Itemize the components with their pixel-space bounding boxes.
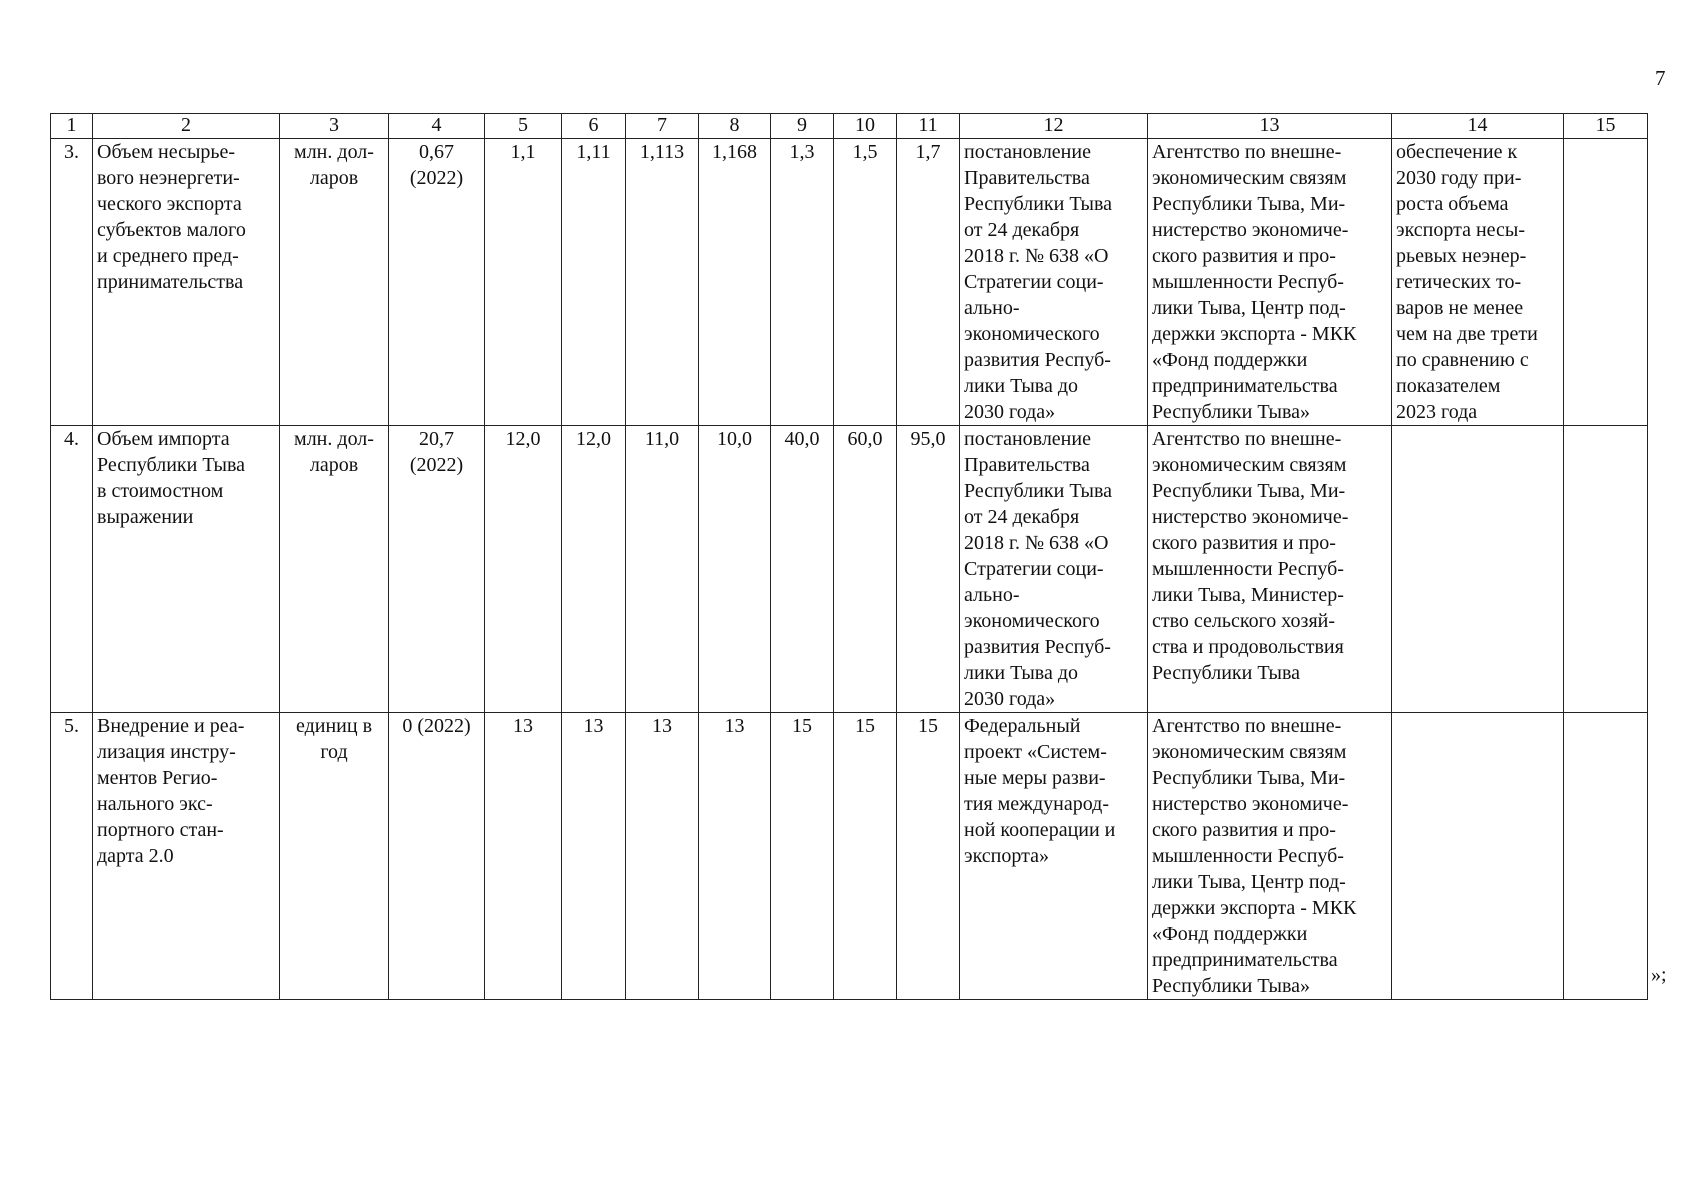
result-cell: [1392, 426, 1564, 713]
table-row: [51, 713, 1648, 1000]
value-cell: 13: [485, 713, 562, 1000]
source-document-cell: постановление Правительства Республики Тыва от 24 декабря 2018 г. № 638 «О Стратегии соци- ально- экономического развития Респуб- лики Тыва до 2030 года»: [960, 139, 1148, 426]
value-cell: 15: [771, 713, 834, 1000]
column-number-cell: 1: [51, 114, 93, 139]
column-number-cell: 8: [699, 114, 771, 139]
empty-cell: [1564, 426, 1648, 713]
value-cell: 40,0: [771, 426, 834, 713]
responsible-cell: Агентство по внешне- экономическим связям Республики Тыва, Ми- нистерство экономиче- ского развития и про- мышленности Респуб- лики Тыва, Центр под- держки экспорта - МКК «Фонд поддержки предпринимательства Республики Тыва»: [1148, 139, 1392, 426]
column-number-cell: 14: [1392, 114, 1564, 139]
source-document-cell: Федеральный проект «Систем- ные меры разви- тия международ- ной кооперации и экспорта»: [960, 713, 1148, 1000]
indicator-name: Внедрение и реа- лизация инстру- ментов Регио- нального экс- портного стан- дарта 2.0: [93, 713, 280, 1000]
result-cell: [1392, 713, 1564, 1000]
indicators-table: [50, 113, 1648, 1000]
indicator-name: Объем импорта Республики Тыва в стоимостном выражении: [93, 426, 280, 713]
unit-cell: млн. дол- ларов: [280, 139, 389, 426]
row-number: 3.: [51, 139, 93, 426]
base-value-cell: 0,67 (2022): [389, 139, 485, 426]
base-value-cell: 0 (2022): [389, 713, 485, 1000]
column-number-cell: 2: [93, 114, 280, 139]
table-row: [51, 426, 1648, 713]
unit-cell: единиц в год: [280, 713, 389, 1000]
value-cell: 1,113: [626, 139, 699, 426]
value-cell: 1,7: [897, 139, 960, 426]
value-cell: 1,1: [485, 139, 562, 426]
column-number-cell: 12: [960, 114, 1148, 139]
closing-quote-mark: »;: [1651, 964, 1667, 986]
column-number-cell: 15: [1564, 114, 1648, 139]
base-value-cell: 20,7 (2022): [389, 426, 485, 713]
row-number: 5.: [51, 713, 93, 1000]
column-number-cell: 9: [771, 114, 834, 139]
value-cell: 13: [626, 713, 699, 1000]
column-number-cell: 11: [897, 114, 960, 139]
result-cell: обеспечение к 2030 году при- роста объема экспорта несы- рьевых неэнер- гетических то- варов не менее чем на две трети по сравнению с показателем 2023 года: [1392, 139, 1564, 426]
value-cell: 12,0: [562, 426, 626, 713]
column-number-cell: 4: [389, 114, 485, 139]
responsible-cell: Агентство по внешне- экономическим связям Республики Тыва, Ми- нистерство экономиче- ского развития и про- мышленности Респуб- лики Тыва, Центр под- держки экспорта - МКК «Фонд поддержки предпринимательства Республики Тыва»: [1148, 713, 1392, 1000]
value-cell: 11,0: [626, 426, 699, 713]
indicator-name: Объем несырье- вого неэнергети- ческого экспорта субъектов малого и среднего пред- принимательства: [93, 139, 280, 426]
value-cell: 13: [699, 713, 771, 1000]
column-number-cell: 6: [562, 114, 626, 139]
unit-cell: млн. дол- ларов: [280, 426, 389, 713]
value-cell: 1,11: [562, 139, 626, 426]
value-cell: 1,5: [834, 139, 897, 426]
column-number-cell: 7: [626, 114, 699, 139]
value-cell: 12,0: [485, 426, 562, 713]
responsible-cell: Агентство по внешне- экономическим связям Республики Тыва, Ми- нистерство экономиче- ского развития и про- мышленности Респуб- лики Тыва, Министер- ство сельского хозяй- ства и продовольствия Республики Тыва: [1148, 426, 1392, 713]
empty-cell: [1564, 713, 1648, 1000]
value-cell: 10,0: [699, 426, 771, 713]
value-cell: 1,3: [771, 139, 834, 426]
column-number-row: [51, 114, 1648, 139]
value-cell: 13: [562, 713, 626, 1000]
column-number-cell: 5: [485, 114, 562, 139]
value-cell: 15: [834, 713, 897, 1000]
column-number-cell: 3: [280, 114, 389, 139]
value-cell: 15: [897, 713, 960, 1000]
column-number-cell: 13: [1148, 114, 1392, 139]
column-number-cell: 10: [834, 114, 897, 139]
value-cell: 95,0: [897, 426, 960, 713]
source-document-cell: постановление Правительства Республики Тыва от 24 декабря 2018 г. № 638 «О Стратегии соци- ально- экономического развития Респуб- лики Тыва до 2030 года»: [960, 426, 1148, 713]
page-number: 7: [1655, 66, 1666, 90]
table-row: [51, 139, 1648, 426]
empty-cell: [1564, 139, 1648, 426]
value-cell: 60,0: [834, 426, 897, 713]
value-cell: 1,168: [699, 139, 771, 426]
row-number: 4.: [51, 426, 93, 713]
